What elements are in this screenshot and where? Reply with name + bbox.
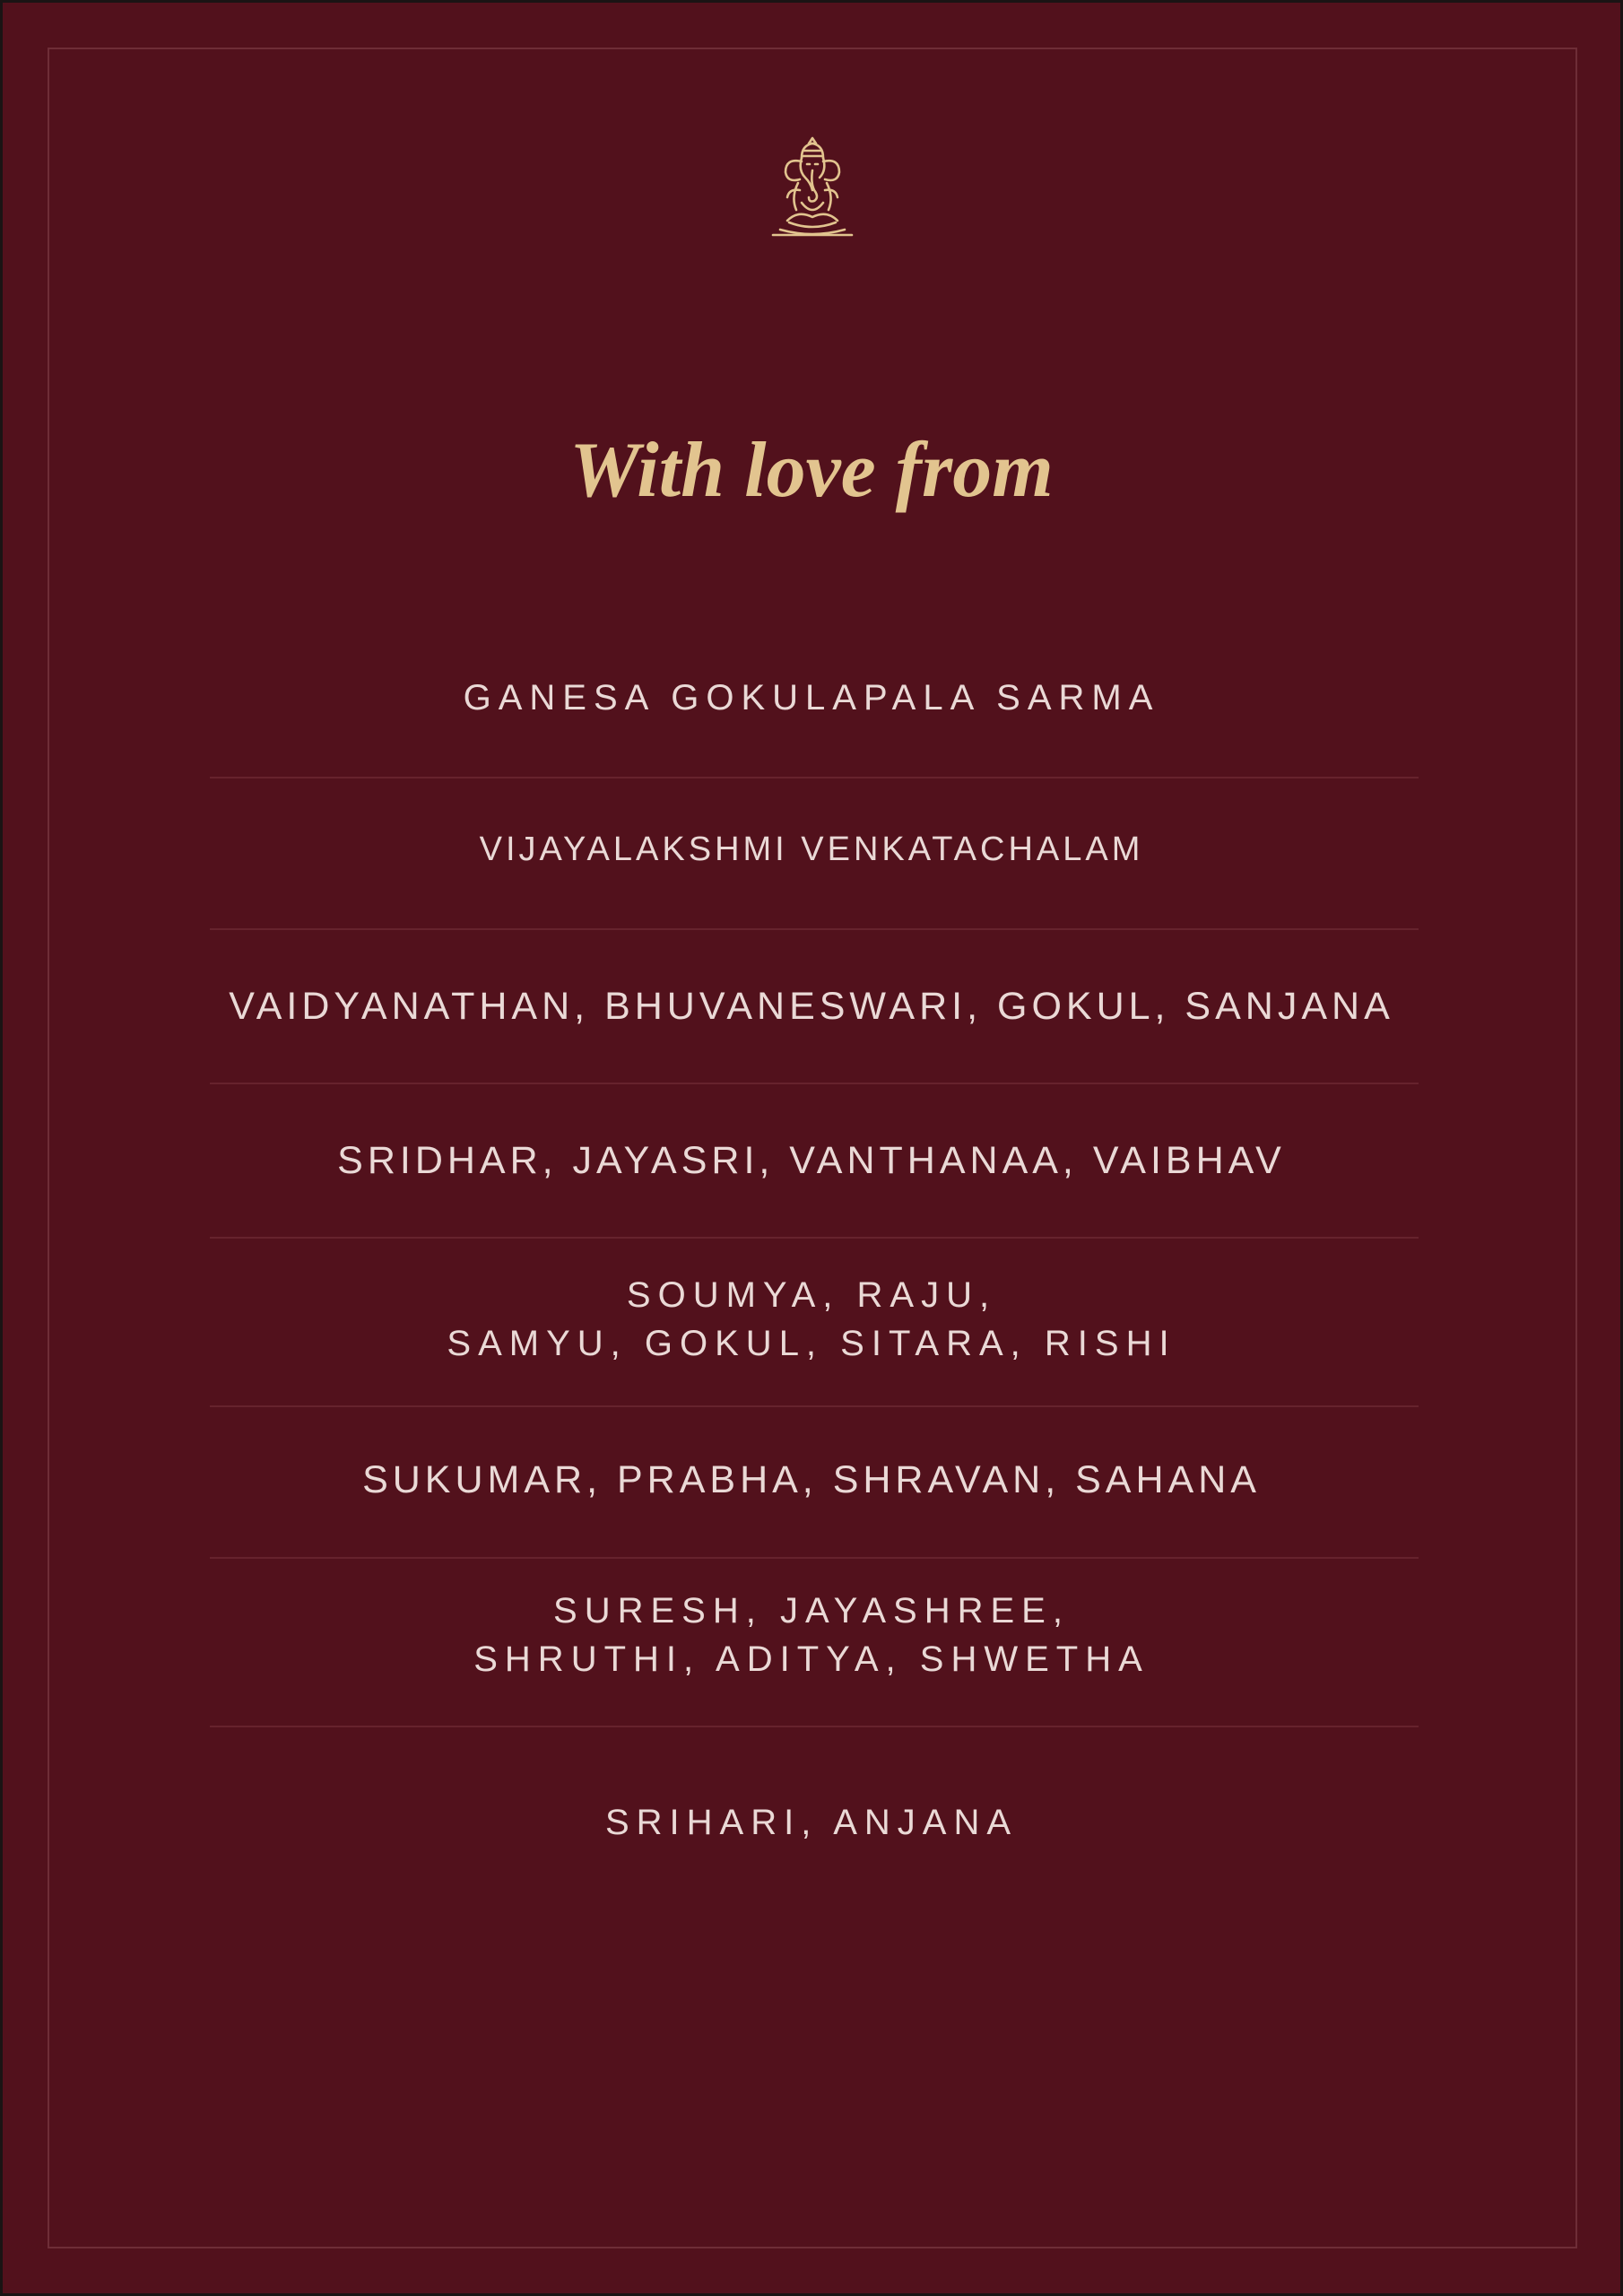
name-line: SRIDHAR, JAYASRI, VANTHANAA, VAIBHAV [337, 1139, 1286, 1182]
divider [210, 1237, 1419, 1239]
name-group-5 [0, 1271, 1623, 1368]
name-line: SUKUMAR, PRABHA, SHRAVAN, SAHANA [362, 1458, 1261, 1501]
name-line: SAMYU, GOKUL, SITARA, RISHI [447, 1324, 1176, 1363]
divider [210, 777, 1419, 778]
ganesha-icon [767, 135, 858, 239]
name-group-2 [0, 831, 1623, 869]
name-group-1 [0, 678, 1623, 718]
divider [210, 928, 1419, 930]
name-group-4 [0, 1139, 1623, 1183]
name-group-3 [0, 985, 1623, 1029]
divider [210, 1557, 1419, 1559]
divider [210, 1083, 1419, 1084]
name-line: GANESA GOKULAPALA SARMA [463, 678, 1160, 718]
divider [210, 1726, 1419, 1727]
name-line: SHRUTHI, ADITYA, SHWETHA [473, 1639, 1150, 1679]
page-title: With love from [569, 427, 1054, 514]
name-line: VAIDYANATHAN, BHUVANESWARI, GOKUL, SANJANA [229, 985, 1394, 1028]
name-line: SOUMYA, RAJU, [626, 1275, 997, 1315]
name-line: SURESH, JAYASHREE, [553, 1591, 1070, 1631]
name-line: SRIHARI, ANJANA [604, 1803, 1019, 1842]
name-line: VIJAYALAKSHMI VENKATACHALAM [479, 831, 1144, 868]
name-group-6 [0, 1458, 1623, 1502]
divider [210, 1405, 1419, 1407]
name-group-7 [0, 1587, 1623, 1683]
name-group-8 [0, 1803, 1623, 1843]
